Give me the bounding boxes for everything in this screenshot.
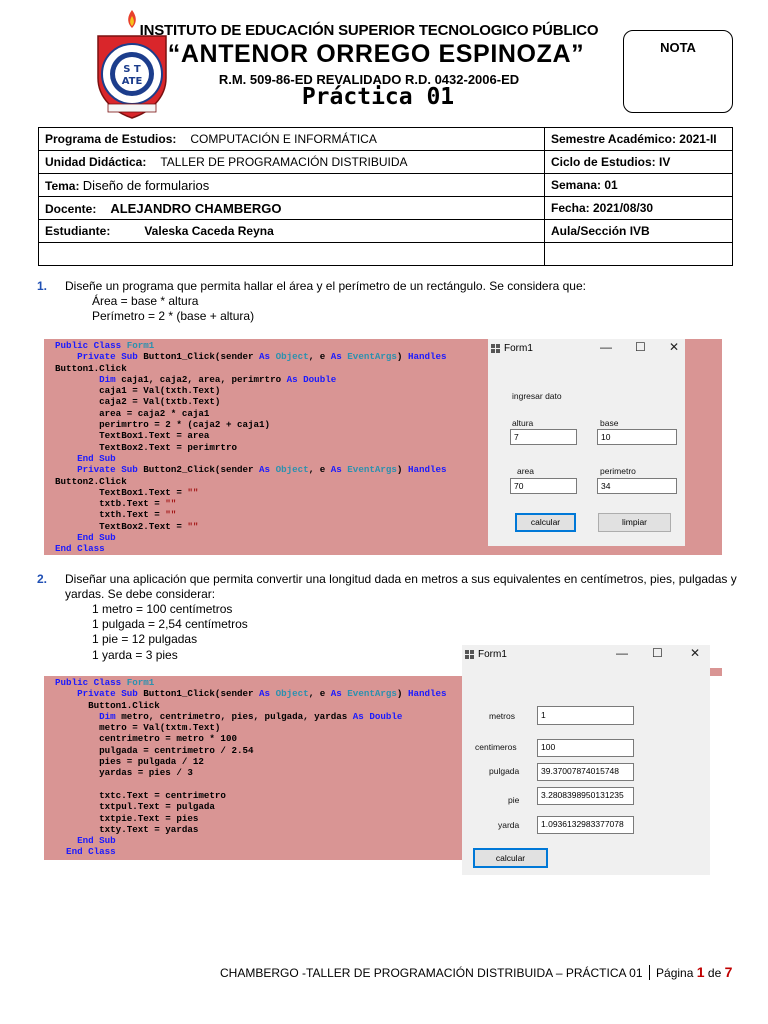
svg-text:ATE: ATE (121, 76, 143, 87)
docente-label: Docente: (45, 201, 97, 216)
code-line: Button2.Click (44, 475, 127, 487)
window-titlebar (488, 339, 685, 359)
close-icon[interactable]: ✕ (669, 340, 680, 354)
code-line: Button1.Click (44, 362, 127, 374)
grade-label: NOTA (660, 40, 696, 55)
code-line: Button1.Click (44, 699, 160, 711)
grade-box (623, 30, 733, 113)
pulgada-output[interactable]: 39.37007874015748 (537, 763, 634, 781)
tema-label: Tema: (45, 178, 80, 193)
fecha-cell: Fecha: 2021/08/30 (545, 197, 733, 220)
altura-label: altura (512, 418, 534, 428)
empty-cell (39, 243, 545, 266)
yarda-label: yarda (498, 820, 520, 830)
table-row (39, 243, 733, 266)
svg-text:S T: S T (123, 64, 141, 75)
code-line: txth.Text = "" (44, 509, 177, 521)
aula-cell: Aula/Sección IVB (545, 220, 733, 243)
window-title: Form1 (504, 343, 533, 354)
code-line: Private Sub Button1_Click(sender As Object, e As EventArgs) Handles (44, 688, 447, 700)
footer-text: CHAMBERGO -TALLER DE PROGRAMACIÓN DISTRIBUIDA – PRÁCTICA 01 (220, 966, 643, 980)
form1-window-1 (488, 339, 685, 546)
page-footer (220, 964, 732, 980)
code-line: pies = pulgada / 12 (44, 756, 204, 768)
form-icon (491, 344, 500, 353)
ciclo-cell: Ciclo de Estudios: IV (545, 151, 733, 174)
close-icon[interactable]: ✕ (690, 646, 701, 660)
centimeros-output[interactable]: 100 (537, 739, 634, 757)
estudiante-label: Estudiante: (45, 224, 111, 238)
code-line: Public Class Form1 (44, 677, 155, 688)
footer-divider (649, 965, 651, 980)
code-line: Private Sub Button2_Click(sender As Object, e As EventArgs) Handles (44, 464, 447, 476)
code-line: TextBox2.Text = "" (44, 520, 199, 532)
code-line: TextBox2.Text = perimrtro (44, 441, 237, 453)
resolution-text: R.M. 509-86-ED REVALIDADO R.D. 0432-2006-ED (218, 72, 520, 87)
table-row (39, 197, 733, 220)
footer-de: de (707, 966, 722, 980)
form1-window-2 (462, 645, 710, 875)
code-line: centrimetro = metro * 100 (44, 733, 237, 745)
table-row (39, 220, 733, 243)
pie-label: pie (508, 795, 520, 805)
conversion-1: 1 metro = 100 centímetros (92, 602, 233, 616)
code-line: txtc.Text = centrimetro (44, 789, 226, 801)
code-line: area = caja2 * caja1 (44, 407, 210, 419)
question-1-number: 1. (37, 279, 48, 293)
area-output[interactable]: 70 (510, 478, 577, 494)
maximize-icon[interactable]: ☐ (635, 340, 646, 354)
window-title: Form1 (478, 649, 507, 660)
minimize-icon[interactable]: — (600, 340, 612, 354)
code-line: End Sub (44, 835, 116, 847)
estudiante-value: Valeska Caceda Reyna (144, 224, 274, 238)
area-label: area (517, 466, 535, 476)
conversion-2: 1 pulgada = 2,54 centímetros (92, 617, 248, 631)
code-line: End Sub (44, 452, 116, 464)
code-line: metro = Val(txtm.Text) (44, 722, 221, 734)
centimeros-label: centimeros (475, 742, 517, 752)
pie-output[interactable]: 3.2808398950131235 (537, 787, 634, 805)
institute-heading: INSTITUTO DE EDUCACIÓN SUPERIOR TECNOLOGICO PÚBLICO (139, 22, 599, 39)
question-2-text-line2: yardas. Se debe considerar: (65, 587, 216, 601)
perimetro-output[interactable]: 34 (597, 478, 677, 494)
programa-value: COMPUTACIÓN E INFORMÁTICA (190, 132, 377, 146)
code-block-2 (44, 676, 462, 860)
code-line: Private Sub Button1_Click(sender As Object, e As EventArgs) Handles (44, 351, 447, 363)
institute-name: “ANTENOR ORREGO ESPINOZA” (167, 40, 585, 68)
code-line: txtpie.Text = pies (44, 812, 199, 824)
code-line (44, 779, 462, 790)
code-line: caja1 = Val(txth.Text) (44, 385, 221, 397)
code-line: End Sub (44, 532, 116, 544)
limpiar-button[interactable]: limpiar (598, 513, 671, 532)
docente-value: ALEJANDRO CHAMBERGO (110, 200, 282, 216)
code-line: End Class (44, 543, 105, 555)
minimize-icon[interactable]: — (616, 646, 628, 660)
heading-label: ingresar dato (512, 391, 562, 401)
pulgada-label: pulgada (489, 766, 520, 776)
page-total: 7 (724, 964, 733, 980)
code-line: End Class (44, 846, 116, 858)
code-line: yardas = pies / 3 (44, 767, 193, 779)
code-line: txtb.Text = "" (44, 498, 177, 510)
metros-label: metros (489, 711, 515, 721)
conversion-4: 1 yarda = 3 pies (92, 648, 178, 662)
page-current: 1 (696, 964, 705, 980)
calcular-button[interactable]: calcular (473, 848, 548, 868)
base-label: base (600, 418, 619, 428)
table-row (39, 174, 733, 197)
formula-perimetro: Perímetro = 2 * (base + altura) (92, 309, 255, 323)
question-2-number: 2. (37, 572, 48, 586)
question-1-text: Diseñe un programa que permita hallar el área y el perímetro de un rectángulo. Se considera que: (65, 279, 586, 293)
code-line: TextBox1.Text = area (44, 430, 210, 442)
estudiante-cell (39, 220, 545, 243)
semana-cell: Semana: 01 (545, 174, 733, 197)
table-row (39, 128, 733, 151)
altura-input[interactable]: 7 (510, 429, 577, 445)
docente-cell (39, 197, 545, 220)
programa-label: Programa de Estudios: (45, 132, 177, 146)
base-input[interactable]: 10 (597, 429, 677, 445)
code-line: caja2 = Val(txtb.Text) (44, 396, 221, 408)
code-line: Dim metro, centrimetro, pies, pulgada, yardas As Double (44, 710, 403, 722)
code-line: Public Class Form1 (44, 340, 155, 351)
empty-cell (545, 243, 733, 266)
yarda-output[interactable]: 1.0936132983377078 (537, 816, 634, 834)
formula-area: Área = base * altura (92, 294, 199, 308)
window-titlebar (462, 645, 710, 665)
code-line: txty.Text = yardas (44, 823, 199, 835)
code-line: pulgada = centrimetro / 2.54 (44, 744, 254, 756)
unidad-cell (39, 151, 545, 174)
table-row (39, 151, 733, 174)
tema-value: Diseño de formularios (82, 177, 210, 193)
semestre-cell: Semestre Académico: 2021-II (545, 128, 733, 151)
calcular-button[interactable]: calcular (515, 513, 576, 532)
unidad-label: Unidad Didáctica: (45, 155, 147, 169)
metros-input[interactable]: 1 (537, 706, 634, 725)
code-line: Dim caja1, caja2, area, perimrtro As Double (44, 373, 337, 385)
footer-pagina: Página (656, 966, 694, 980)
code-line: TextBox1.Text = "" (44, 486, 199, 498)
tema-cell (39, 174, 545, 197)
unidad-value: TALLER DE PROGRAMACIÓN DISTRIBUIDA (160, 155, 408, 169)
code-line: txtpul.Text = pulgada (44, 801, 215, 813)
form-icon (465, 650, 474, 659)
info-table (38, 127, 733, 266)
programa-cell (39, 128, 545, 151)
practice-title: Práctica 01 (301, 84, 455, 110)
maximize-icon[interactable]: ☐ (652, 646, 663, 660)
conversion-3: 1 pie = 12 pulgadas (92, 632, 198, 646)
code-line: perimrtro = 2 * (caja2 + caja1) (44, 419, 271, 431)
question-2-text-line1: Diseñar una aplicación que permita convertir una longitud dada en metros a sus equivalentes en centímetros, pies, pulgadas y (65, 572, 737, 586)
perimetro-label: perimetro (600, 466, 636, 476)
